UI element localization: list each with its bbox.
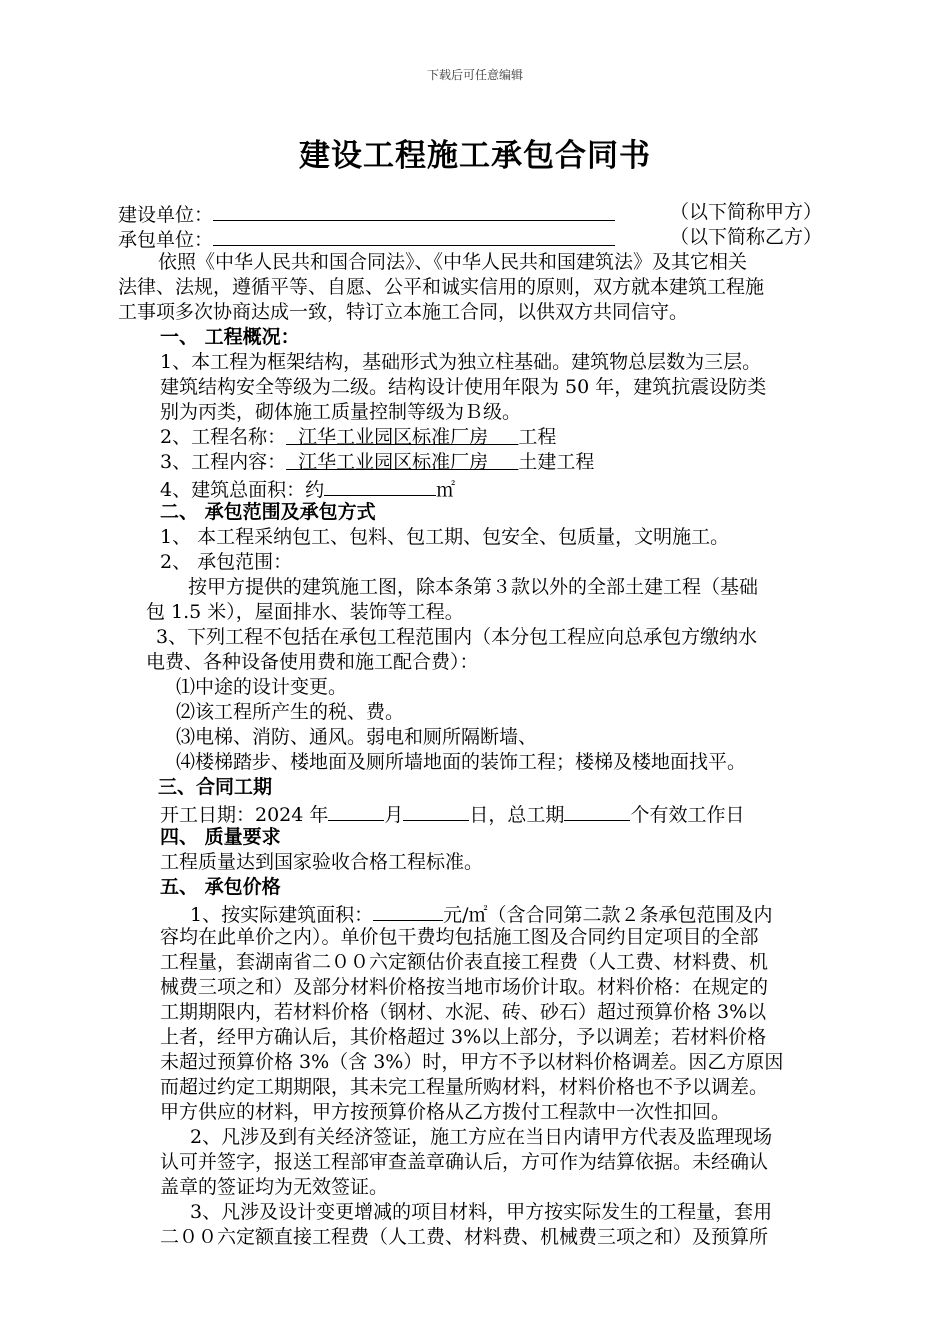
overview-line: 别为丙类，砌体施工质量控制等级为Ｂ级。 xyxy=(160,401,522,423)
visa-line: 2、凡涉及到有关经济签证，施工方应在当日内请甲方代表及监理现场 xyxy=(190,1126,773,1148)
intro-line: 依照《中华人民共和国合同法》、《中华人民共和国建筑法》及其它相关 xyxy=(158,251,748,273)
visa-line: 盖章的签证均为无效签证。 xyxy=(160,1176,389,1198)
project-name-label: 2、工程名称： xyxy=(160,426,287,448)
price-line: 甲方供应的材料，甲方按预算价格从乙方拨付工程款中一次性扣回。 xyxy=(160,1101,731,1123)
exclusion-item: ⑶电梯、消防、通风。弱电和厕所隔断墙、 xyxy=(176,726,538,748)
project-content-line xyxy=(160,450,594,475)
day-blank xyxy=(403,800,469,821)
floor-area-blank xyxy=(324,475,436,496)
project-content-suffix: 土建工程 xyxy=(518,451,595,473)
price-line: 容均在此单价之内）。单价包干费均包括施工图及合同约目定项目的全部 xyxy=(160,926,759,948)
scope-item: 1、 本工程采纳包工、包料、包工期、包安全、包质量，文明施工。 xyxy=(160,526,730,548)
contractor-note: （以下简称乙方） xyxy=(670,226,823,248)
intro-line: 法律、法规，遵循平等、自愿、公平和诚实信用的原则，双方就本建筑工程施 xyxy=(118,276,765,298)
builder-note: （以下简称甲方） xyxy=(670,201,823,223)
price-line: 而超过约定工期期限，其未完工程量所购材料，材料价格也不予以调差。 xyxy=(160,1076,769,1098)
floor-area-line xyxy=(160,475,455,503)
price-line: 械费三项之和）及部分材料价格按当地市场价计取。材料价格：在规定的 xyxy=(160,976,769,998)
page-header-note: 下载后可任意编辑 xyxy=(426,68,523,82)
price-line: 上者，经甲方确认后，其价格超过 3%以上部分，予以调差；若材料价格 xyxy=(160,1026,767,1048)
project-name-suffix: 工程 xyxy=(518,426,557,448)
floor-area-label: 4、建筑总面积：约 xyxy=(160,479,325,501)
section-heading-price: 五、 承包价格 xyxy=(160,876,281,898)
exclusion-item: ⑷楼梯踏步、楼地面及厕所墙地面的装饰工程；楼梯及楼地面找平。 xyxy=(176,751,747,773)
month-label: 月 xyxy=(384,804,404,826)
section-heading-overview: 一、 工程概况： xyxy=(160,326,300,348)
quality-text: 工程质量达到国家验收合格工程标准。 xyxy=(160,851,484,873)
overview-line: 1、本工程为框架结构，基础形式为独立柱基础。建筑物总层数为三层。 xyxy=(160,351,762,373)
scope-item: 2、 承包范围： xyxy=(160,551,293,573)
price-label: 1、按实际建筑面积： xyxy=(190,904,374,926)
price-line: 工期期限内，若材料价格（钢材、水泥、砖、砂石）超过预算价格 3%以 xyxy=(160,1001,767,1023)
document-title: 建设工程施工承包合同书 xyxy=(299,138,651,174)
unit-price-blank xyxy=(373,900,443,921)
price-line: 未超过预算价格 3%（含 3%）时，甲方不予以材料价格调差。因乙方原因 xyxy=(160,1051,784,1073)
month-blank xyxy=(328,800,384,821)
change-line: 3、凡涉及设计变更增减的项目材料，甲方按实际发生的工程量，套用 xyxy=(190,1201,773,1223)
price-line: 工程量，套湖南省二００六定额估价表直接工程费（人工费、材料费、机 xyxy=(160,951,769,973)
scope-text-line: 包 1.5 米），屋面排水、装饰等工程。 xyxy=(146,601,464,623)
overview-line: 建筑结构安全等级为二级。结构设计使用年限为 50 年，建筑抗震设防类 xyxy=(160,376,767,398)
builder-blank xyxy=(213,200,615,221)
contractor-blank xyxy=(213,225,615,246)
duration-label: 日，总工期 xyxy=(469,804,565,826)
project-content-value: 江华工业园区标准厂房 xyxy=(286,451,519,473)
section-heading-scope: 二、 承包范围及承包方式 xyxy=(160,501,376,523)
start-date-label: 开工日期：2024 年 xyxy=(160,804,329,826)
exclusion-item: ⑵该工程所产生的税、费。 xyxy=(176,701,405,723)
price-first-line xyxy=(190,900,773,928)
price-unit-text: 元/㎡（含合同第二款２条承包范围及内 xyxy=(443,904,773,926)
intro-line: 工事项多次协商达成一致，特订立本施工合同，以供双方共同信守。 xyxy=(118,301,689,323)
section-heading-quality: 四、 质量要求 xyxy=(160,826,281,848)
builder-label: 建设单位： xyxy=(118,204,214,226)
duration-unit: 个有效工作日 xyxy=(630,804,745,826)
section-heading-period: 三、合同工期 xyxy=(158,776,273,798)
scope-text-line: 按甲方提供的建筑施工图，除本条第３款以外的全部土建工程（基础 xyxy=(188,576,759,598)
exclusion-intro-line: 电费、各种设备使用费和施工配合费）： xyxy=(146,651,479,673)
start-date-line xyxy=(160,800,744,828)
exclusion-intro-line: 3、下列工程不包括在承包工程范围内（本分包工程应向总承包方缴纳水 xyxy=(156,626,758,648)
builder-line xyxy=(118,200,615,228)
project-name-value: 江华工业园区标准厂房 xyxy=(286,426,519,448)
floor-area-unit: ㎡ xyxy=(436,479,456,501)
change-line: 二００六定额直接工程费（人工费、材料费、机械费三项之和）及预算所 xyxy=(160,1226,769,1248)
visa-line: 认可并签字，报送工程部审查盖章确认后，方可作为结算依据。未经确认 xyxy=(160,1151,769,1173)
duration-blank xyxy=(564,800,630,821)
contractor-line xyxy=(118,225,615,253)
exclusion-item: ⑴中途的设计变更。 xyxy=(176,676,348,698)
project-content-label: 3、工程内容： xyxy=(160,451,287,473)
project-name-line xyxy=(160,425,556,450)
contractor-label: 承包单位： xyxy=(118,229,214,251)
